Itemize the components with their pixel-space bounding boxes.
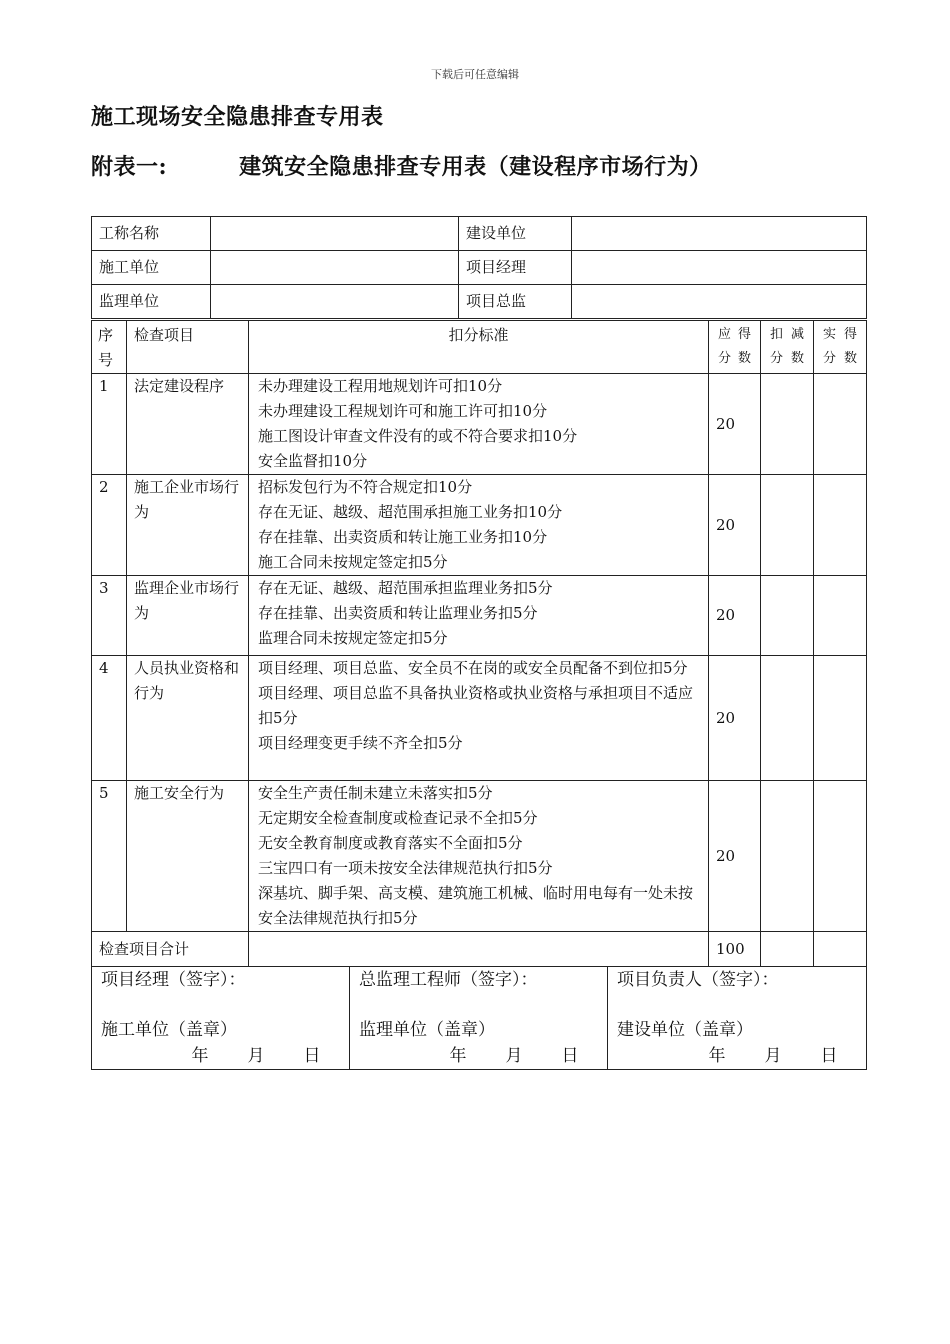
- row-criteria: [249, 656, 709, 781]
- owner-field[interactable]: [572, 217, 867, 251]
- row-item: 监理企业市场行为: [127, 576, 249, 656]
- row-criteria: [249, 576, 709, 656]
- row-deduct-score[interactable]: [761, 656, 814, 781]
- month-label: 月: [764, 1046, 782, 1066]
- criteria-line: 无安全教育制度或教育落实不全面扣5分: [258, 834, 523, 852]
- day-label: 日: [820, 1046, 838, 1066]
- total-due: 100: [709, 932, 761, 967]
- criteria-line: 存在无证、越级、超范围承担施工业务扣10分: [258, 503, 563, 521]
- criteria-line: 招标发包行为不符合规定扣10分: [258, 478, 473, 496]
- row-actual-score[interactable]: [814, 781, 867, 932]
- page-title: 施工现场安全隐患排查专用表: [91, 104, 384, 130]
- table-row: [92, 374, 867, 475]
- supervisor-stamp-label: 监理单位（盖章）: [359, 1020, 495, 1040]
- row-no: 3: [92, 576, 127, 656]
- row-item: 人员执业资格和行为: [127, 656, 249, 781]
- signature-block-supervisor[interactable]: [350, 967, 608, 1070]
- contractor-stamp-label: 施工单位（盖章）: [101, 1020, 237, 1040]
- total-deduct[interactable]: [761, 932, 814, 967]
- signature-table: [91, 966, 867, 1070]
- inspection-table: [91, 320, 867, 967]
- col-header-criteria: 扣分标准: [249, 321, 709, 374]
- row-criteria: [249, 781, 709, 932]
- row-deduct-score[interactable]: [761, 781, 814, 932]
- subtitle-prefix: 附表一:: [91, 154, 168, 180]
- chief-engineer-signature-label: 总监理工程师（签字）：: [359, 970, 538, 990]
- month-label: 月: [505, 1046, 523, 1066]
- criteria-line: 项目经理、项目总监、安全员不在岗的或安全员配备不到位扣5分: [258, 659, 688, 677]
- row-deduct-score[interactable]: [761, 576, 814, 656]
- total-criteria: [249, 932, 709, 967]
- row-item: 施工安全行为: [127, 781, 249, 932]
- table-header-row: [92, 321, 867, 374]
- criteria-line: 安全生产责任制未建立未落实扣5分: [258, 784, 493, 802]
- criteria-line: 项目经理变更手续不齐全扣5分: [258, 734, 463, 752]
- row-actual-score[interactable]: [814, 374, 867, 475]
- criteria-line: 三宝四口有一项未按安全法律规范执行扣5分: [258, 859, 553, 877]
- date-line: [359, 1043, 598, 1069]
- pm-signature-label: 项目经理（签字）：: [101, 970, 246, 990]
- chief-supervisor-field[interactable]: [572, 285, 867, 319]
- row-due-score: 20: [709, 656, 761, 781]
- row-due-score: 20: [709, 576, 761, 656]
- signature-block-owner[interactable]: [608, 967, 867, 1070]
- criteria-line: 施工合同未按规定签定扣5分: [258, 553, 448, 571]
- day-label: 日: [561, 1046, 579, 1066]
- row-actual-score[interactable]: [814, 656, 867, 781]
- criteria-line: 存在挂靠、出卖资质和转让施工业务扣10分: [258, 528, 548, 546]
- row-item: 法定建设程序: [127, 374, 249, 475]
- row-no: 5: [92, 781, 127, 932]
- contractor-label: 施工单位: [92, 251, 211, 285]
- row-criteria: [249, 475, 709, 576]
- row-deduct-score[interactable]: [761, 475, 814, 576]
- row-due-score: 20: [709, 374, 761, 475]
- table-row: [92, 781, 867, 932]
- day-label: 日: [303, 1046, 321, 1066]
- year-label: 年: [449, 1046, 467, 1066]
- row-deduct-score[interactable]: [761, 374, 814, 475]
- criteria-line: 存在挂靠、出卖资质和转让监理业务扣5分: [258, 604, 538, 622]
- owner-stamp-label: 建设单位（盖章）: [617, 1020, 753, 1040]
- total-actual[interactable]: [814, 932, 867, 967]
- col-header-actual: 实得分数: [814, 321, 867, 374]
- pm-field[interactable]: [572, 251, 867, 285]
- col-header-no: 序号: [92, 321, 127, 374]
- chief-supervisor-label: 项目总监: [459, 285, 572, 319]
- col-header-item: 检查项目: [127, 321, 249, 374]
- project-name-field[interactable]: [211, 217, 459, 251]
- criteria-line: 未办理建设工程用地规划许可扣10分: [258, 377, 503, 395]
- criteria-line: 项目经理、项目总监不具备执业资格或执业资格与承担项目不适应扣5分: [258, 684, 694, 727]
- col-header-due: 应得分数: [709, 321, 761, 374]
- supervisor-field[interactable]: [211, 285, 459, 319]
- total-row: [92, 932, 867, 967]
- table-row: [92, 656, 867, 781]
- pm-label: 项目经理: [459, 251, 572, 285]
- owner-label: 建设单位: [459, 217, 572, 251]
- row-criteria: [249, 374, 709, 475]
- table-row: [92, 576, 867, 656]
- year-label: 年: [708, 1046, 726, 1066]
- criteria-line: 未办理建设工程规划许可和施工许可扣10分: [258, 402, 548, 420]
- row-no: 4: [92, 656, 127, 781]
- col-header-deduct: 扣减分数: [761, 321, 814, 374]
- criteria-line: 深基坑、脚手架、高支模、建筑施工机械、临时用电每有一处未按安全法律规范执行扣5分: [258, 884, 694, 927]
- criteria-line: 安全监督扣10分: [258, 452, 368, 470]
- criteria-line: 无定期安全检查制度或检查记录不全扣5分: [258, 809, 538, 827]
- project-name-label: 工称名称: [92, 217, 211, 251]
- date-line: [617, 1043, 857, 1069]
- signature-block-contractor[interactable]: [92, 967, 350, 1070]
- supervisor-label: 监理单位: [92, 285, 211, 319]
- row-actual-score[interactable]: [814, 475, 867, 576]
- criteria-line: 施工图设计审查文件没有的或不符合要求扣10分: [258, 427, 578, 445]
- date-line: [101, 1043, 340, 1069]
- project-lead-signature-label: 项目负责人（签字）：: [617, 970, 779, 990]
- row-item: 施工企业市场行为: [127, 475, 249, 576]
- total-label: 检查项目合计: [92, 932, 249, 967]
- table-row: [92, 475, 867, 576]
- header-note: 下载后可任意编辑: [431, 68, 519, 81]
- contractor-field[interactable]: [211, 251, 459, 285]
- info-table: [91, 216, 867, 319]
- criteria-line: 存在无证、越级、超范围承担监理业务扣5分: [258, 579, 553, 597]
- row-no: 1: [92, 374, 127, 475]
- month-label: 月: [247, 1046, 265, 1066]
- criteria-line: 监理合同未按规定签定扣5分: [258, 629, 448, 647]
- row-no: 2: [92, 475, 127, 576]
- subtitle-text: 建筑安全隐患排查专用表（建设程序市场行为）: [239, 154, 712, 180]
- row-actual-score[interactable]: [814, 576, 867, 656]
- year-label: 年: [191, 1046, 209, 1066]
- row-due-score: 20: [709, 781, 761, 932]
- row-due-score: 20: [709, 475, 761, 576]
- page-subtitle: [91, 150, 712, 181]
